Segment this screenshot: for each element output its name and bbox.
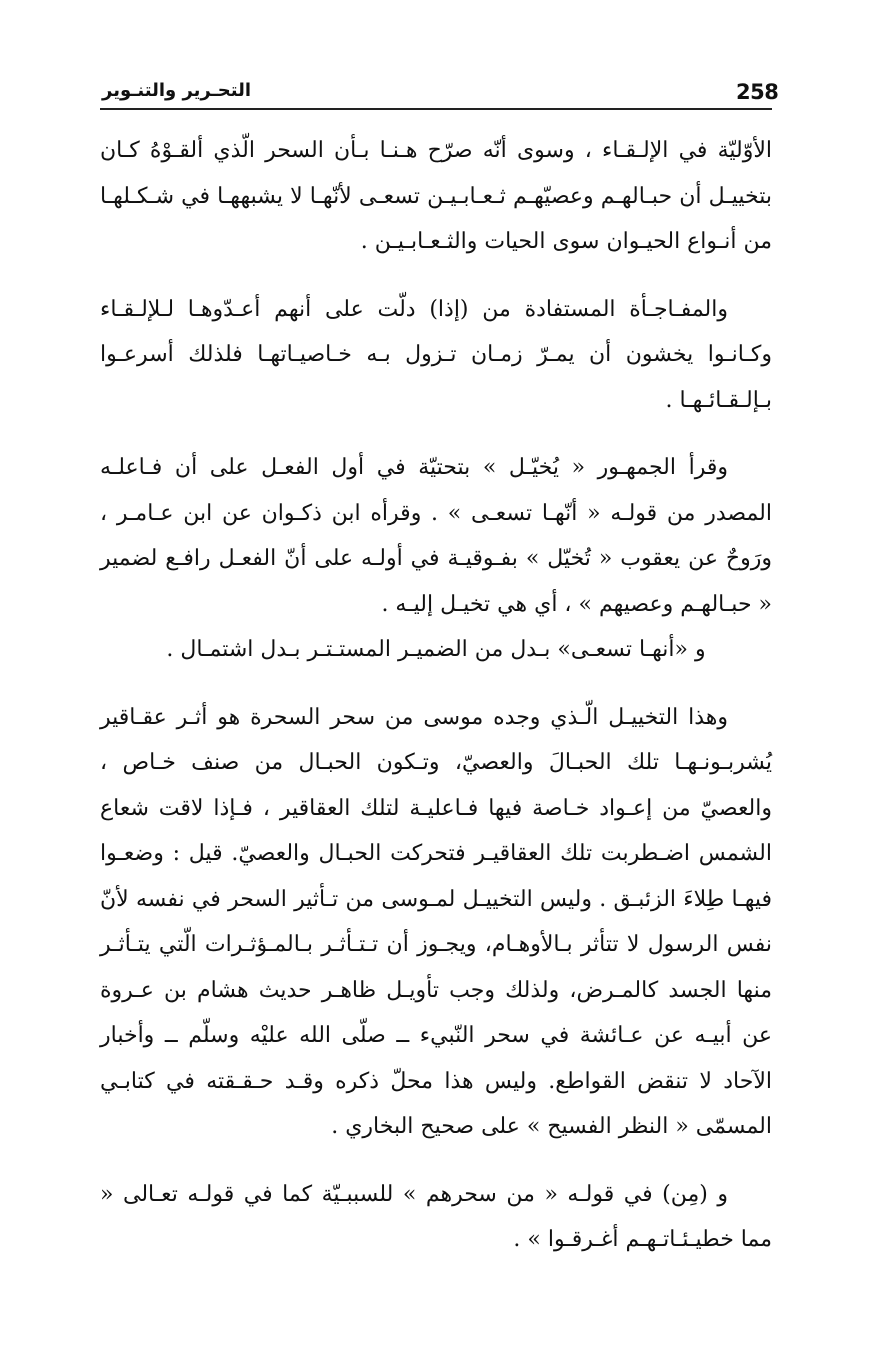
paragraph-5: وهذا التخييـل الّـذي وجده موسى من سحر السحرة هو أثـر عقـاقير يُشربـونـهـا تلك الحبـالَ والعصيّ، وتـكون الحبـال من صنف خـاص ، والعصيّ من إعـواد خـاصة فيها فـاعليـة لتلك العقاقير ، فـإذا لاقت شعاع الشمس اضـطربت تلك العقاقيـر فتحركت الحبـال والعصيّ. قيل : وضعـوا فيهـا طِلاءَ الزئبـق . وليس التخييـل لمـوسى من تـأثير السحر في نفسه لأنّ نفس الرسول لا تتأثر بـالأوهـام، ويجـوز أن تـتـأثـر بـالمـؤثـرات الّتي يتـأثـر منها الجسد كالمـرض، ولذلك وجب تأويـل ظاهـر حديث هشام بن عـروة عن أبيـه عن عـائشة في سحر النّبيء ــ صلّى الله عليْه وسلّم ــ وأخبار الآحاد لا تنقض القواطع. وليس هذا محلّ ذكره وقـد حـقـقته في كتابـي المسمّى « النظر الفسيح » على صحيح البخاري . [100, 704, 772, 1139]
paragraph-3: وقرأ الجمهـور « يُخيّـل » بتحتيّة في أول الفعـل على أن فـاعلـه المصدر من قولـه « أنّهـا تسعـى » . وقرأه ابن ذكـوان عن ابن عـامـر ، ورَوحٌ عن يعقوب « تُخيّل » بفـوقيـة في أولـه على أنّ الفعـل رافـع لضمير « حبـالهـم وعصيهم » ، أي هي تخيـل إليـه . [100, 455, 772, 617]
header-divider [100, 108, 772, 110]
paragraph-1: الأوّليّة في الإلـقـاء ، وسوى أنّه صرّح هـنـا بـأن السحر الّذي ألقـوْهُ كـان بتخييـل أن حبـالهـم وعصيّهـم ثـعـابـيـن تسعـى لأنّهـا لا يشبههـا في شـكـلهـا من أنـواع الحيـوان سوى الحيات والثـعـابـيـن . [100, 138, 772, 254]
paragraph-2: والمفـاجـأة المستفادة من (إذا) دلّت على أنهم أعـدّوهـا لـلإلـقـاء وكـانـوا يخشون أن يمـرّ زمـان تـزول بـه خـاصيـاتهـا فلذلك أسرعـوا بـإلـقـائـهـا . [100, 296, 772, 413]
page-body [100, 128, 772, 1263]
page-header [100, 74, 779, 110]
paragraph-6: و (مِن) في قولـه « من سحرهم » للسببـيّة كما في قولـه تعـالى « مما خطيـئـاتـهـم أغـرقـوا » . [100, 1181, 772, 1252]
paragraph-4: و «أنهـا تسعـى» بـدل من الضميـر المستـتـر بـدل اشتمـال . [166, 637, 706, 662]
page-number: 258 [736, 80, 779, 104]
running-title: التحـرير والتنـوير [102, 80, 252, 101]
